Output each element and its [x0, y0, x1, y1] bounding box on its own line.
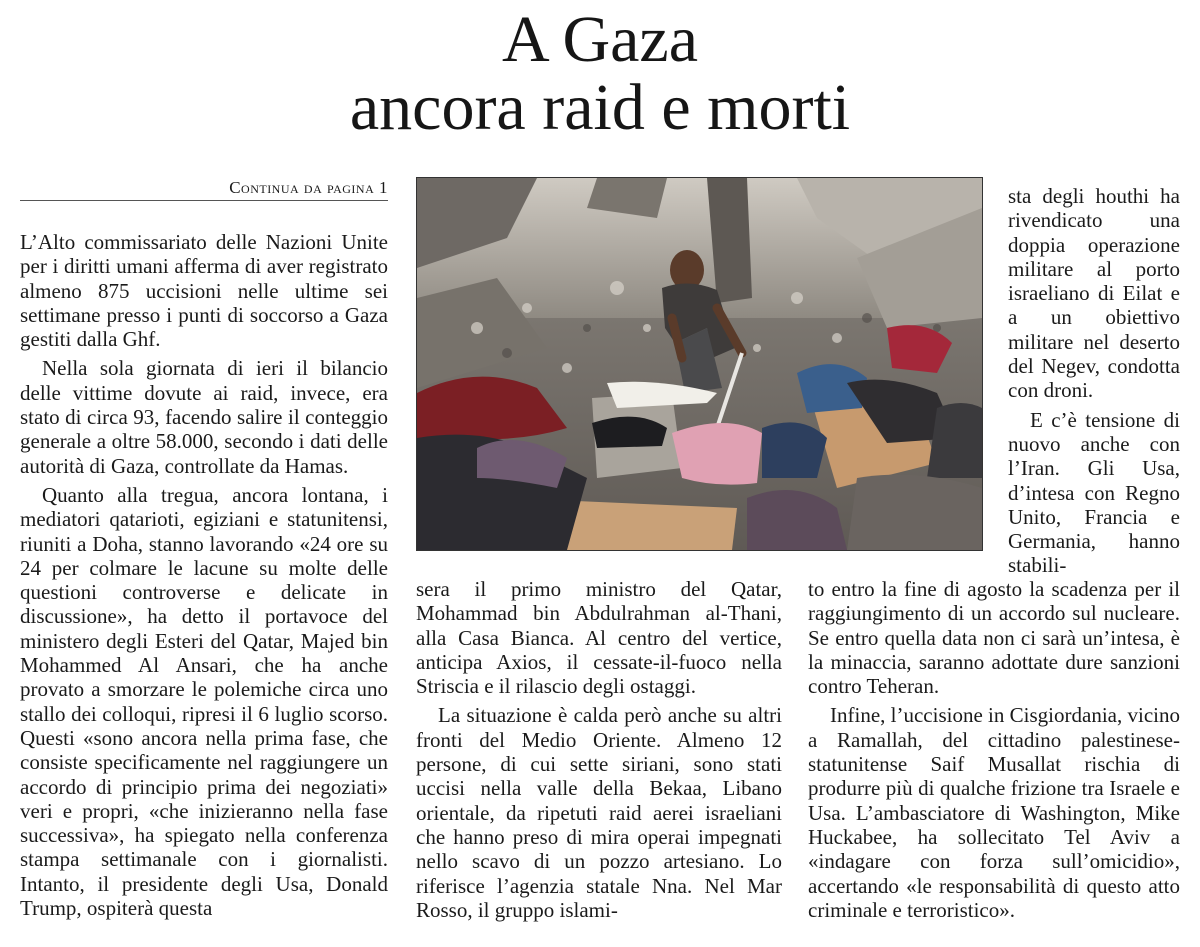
- headline-line-2: ancora raid e morti: [349, 71, 851, 144]
- article-column-2: [416, 577, 782, 922]
- continued-from-label: Continua da pagina 1: [20, 176, 388, 201]
- column-1-paragraph-1: L’Alto commissariato delle Nazioni Unite per i diritti umani afferma di aver registrato almeno 875 uccisioni nelle ultime sei settimane presso i punti di soccorso a Gaza gestiti dalla Ghf.: [20, 230, 388, 352]
- column-2-paragraph-1: sera il primo ministro del Qatar, Mohammad bin Abdulrahman al-Thani, alla Casa Bianca. Al centro del vertice, anticipa Axios, il cessate-il-fuoco nella Striscia e il rilascio degli ostaggi.: [416, 577, 782, 699]
- column-2-paragraph-2: La situazione è calda però anche su altri fronti del Medio Oriente. Almeno 12 persone, di cui sette siriani, sono stati uccisi nella valle della Bekaa, Libano orientale, da ripetuti raid aerei israeliani che hanno preso di mira operai impegnati nello scavo di un pozzo artesiano. Lo riferisce l’agenzia statale Nna. Nel Mar Rosso, il gruppo islami-: [416, 703, 782, 922]
- column-3-top-paragraph-1: sta degli houthi ha rivendicato una doppia operazione militare al porto israeliano di Eilat e a un obiettivo militare nel deserto del Negev, condotta con droni.: [1008, 184, 1180, 403]
- column-1-paragraph-2: Nella sola giornata di ieri il bilancio delle vittime dovute ai raid, invece, era stato di circa 93, facendo salire il conteggio generale a oltre 58.000, secondo i dati delle autorità di Gaza, controllate da Hamas.: [20, 356, 388, 478]
- article-column-3-top: [1008, 184, 1180, 578]
- column-3-bottom-paragraph-1: to entro la fine di agosto la scadenza per il raggiungimento di un accordo sul nucleare. Se entro quella data non ci sarà un’intesa, è la minaccia, saranno adottate dure sanzioni contro Teheran.: [808, 577, 1180, 699]
- column-1-paragraph-3: Quanto alla tregua, ancora lontana, i mediatori qatarioti, egiziani e statunitensi, riuniti a Doha, stanno lavorando «24 ore su 24 per colmare le lacune su molte delle questioni controverse e delicate in discussione», ha detto il portavoce del ministero degli Esteri del Qatar, Majed bin Mohammed Al Ansari, che ha anche provato a smorzare le polemiche circa uno stallo dei colloqui, ripresi il 6 luglio scorso. Questi «sono ancora nella prima fase, che consiste specificamente nel raggiungere un accordo di principio prima dei negoziati» veri e propri, «che inizieranno nella fase successiva», ha spiegato nella conferenza stampa settimanale con i giornalisti. Intanto, il presidente degli Usa, Donald Trump, ospiterà questa: [20, 482, 388, 921]
- article-column-3-bottom: [808, 577, 1180, 922]
- article-column-1: [20, 230, 388, 920]
- article-photo: [416, 177, 983, 551]
- rubble-photo-illustration: [417, 178, 982, 550]
- headline-line-1: A Gaza: [501, 3, 699, 76]
- column-3-top-paragraph-2: E c’è tensione di nuovo anche con l’Iran. Gli Usa, d’intesa con Regno Unito, Francia e Germania, hanno stabili-: [1008, 407, 1180, 578]
- column-3-bottom-paragraph-2: Infine, l’uccisione in Cisgiordania, vicino a Ramallah, del cittadino palestinese-statunitense Saif Musallat rischia di produrre più di qualche frizione tra Israele e Usa. L’ambasciatore di Washington, Mike Huckabee, ha sollecitato Tel Aviv a «indagare con forza sull’omicidio», accertando «le responsabilità di questo atto criminale e terroristico».: [808, 703, 1180, 922]
- headline: [0, 3, 1200, 144]
